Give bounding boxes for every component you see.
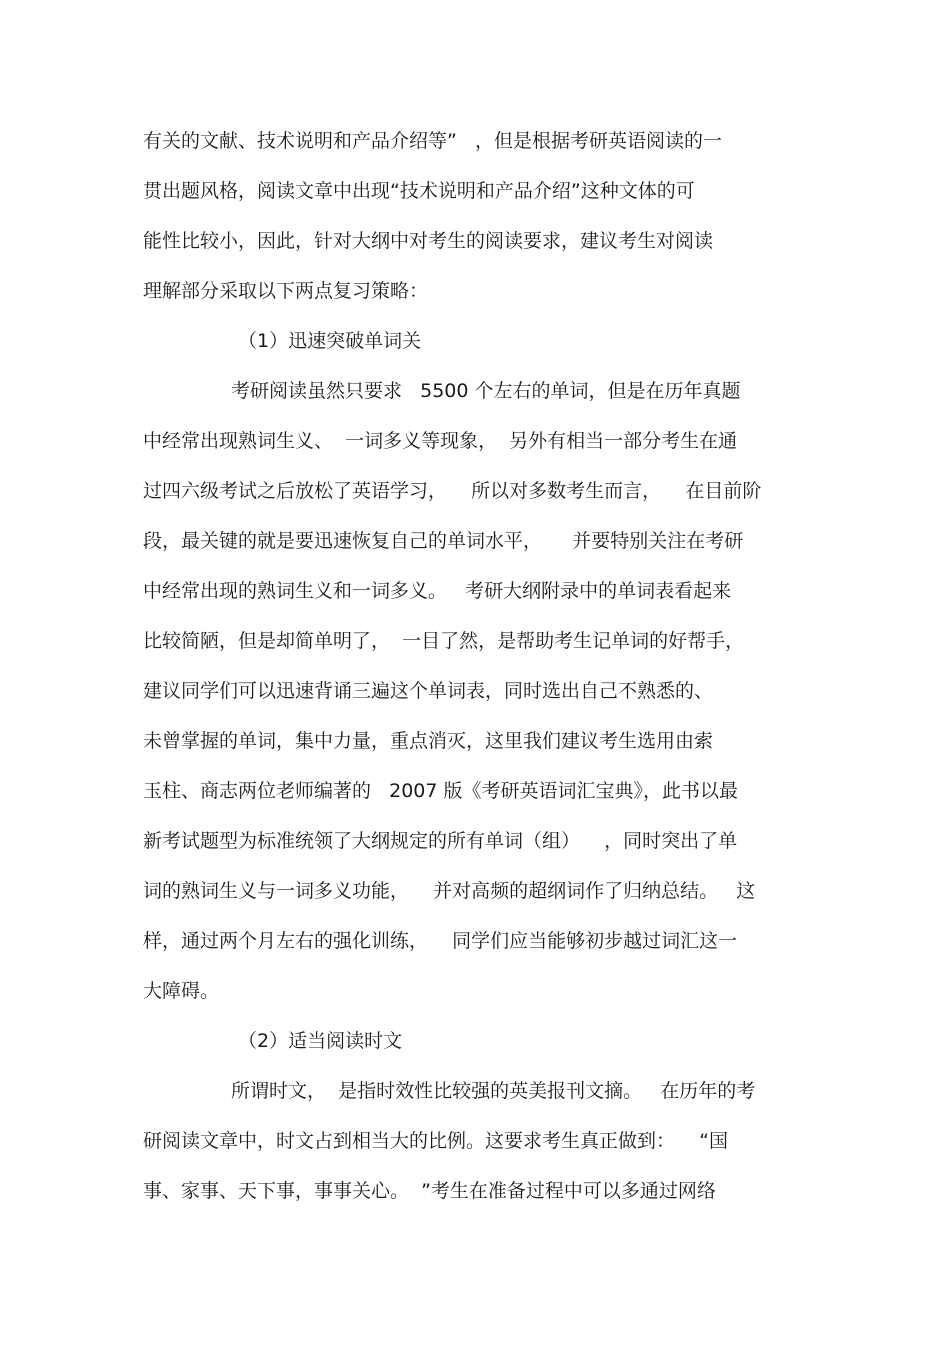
text-line: 能性比较小，因此，针对大纲中对考生的阅读要求，建议考生对阅读	[143, 230, 714, 252]
text-line: 新考试题型为标准统领了大纲规定的所有单词（组） ，同时突出了单	[143, 830, 738, 852]
section-heading: （1）迅速突破单词关	[238, 330, 422, 352]
text-line: 未曾掌握的单词，集中力量，重点消灭，这里我们建议考生选用由索	[143, 730, 714, 752]
text-line: 过四六级考试之后放松了英语学习， 所以对多数考生而言， 在目前阶	[143, 480, 762, 502]
text-line: 词的熟词生义与一词多义功能， 并对高频的超纲词作了归纳总结。 这	[143, 880, 756, 902]
text-line: 玉柱、商志两位老师编著的 2007 版《考研英语词汇宝典》，此书以最	[143, 780, 739, 802]
text-line: 考研阅读虽然只要求 5500 个左右的单词，但是在历年真题	[231, 380, 741, 402]
text-line: 段，最关键的就是要迅速恢复自己的单词水平， 并要特别关注在考研	[143, 530, 744, 552]
section-heading: （2）适当阅读时文	[238, 1030, 403, 1052]
text-line: 样，通过两个月左右的强化训练， 同学们应当能够初步越过词汇这一	[143, 930, 738, 952]
text-line: 贯出题风格，阅读文章中出现“技术说明和产品介绍”这种文体的可	[143, 180, 695, 202]
text-line: 理解部分采取以下两点复习策略：	[143, 280, 429, 302]
text-line: 中经常出现的熟词生义和一词多义。 考研大纲附录中的单词表看起来	[143, 580, 732, 602]
text-line: 建议同学们可以迅速背诵三遍这个单词表，同时选出自己不熟悉的、	[143, 680, 714, 702]
text-line: 研阅读文章中，时文占到相当大的比例。这要求考生真正做到： “国	[143, 1130, 729, 1152]
text-line: 中经常出现熟词生义、 一词多义等现象， 另外有相当一部分考生在通	[143, 430, 738, 452]
text-line: 所谓时文， 是指时效性比较强的英美报刊文摘。 在历年的考	[231, 1080, 756, 1102]
text-line: 事、家事、天下事，事事关心。 ”考生在准备过程中可以多通过网络	[143, 1180, 716, 1202]
text-line: 有关的文献、技术说明和产品介绍等” ，但是根据考研英语阅读的一	[143, 130, 722, 152]
text-line: 大障碍。	[143, 980, 220, 1002]
text-line: 比较简陋，但是却简单明了， 一目了然，是帮助考生记单词的好帮手，	[143, 630, 745, 652]
